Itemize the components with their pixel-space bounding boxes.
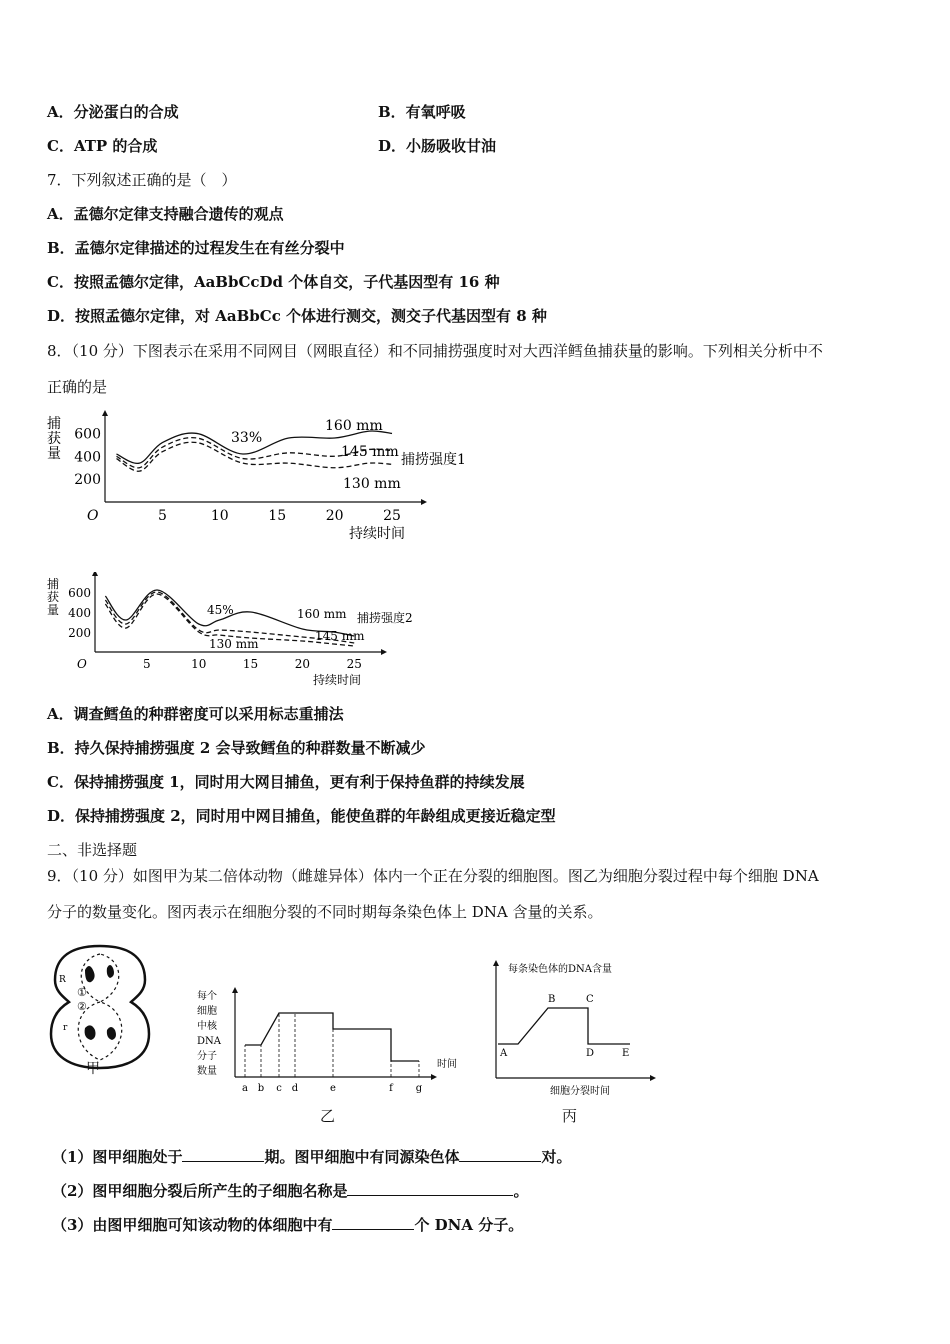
series-label: 145 mm [341, 444, 399, 460]
q8-option-d: D．保持捕捞强度 2，同时用中网目捕鱼，能使鱼群的年龄组成更接近稳定型 [47, 807, 556, 825]
point-label-E: E [622, 1048, 630, 1059]
figure-jia-cell [45, 940, 155, 1075]
y-tick-label: 600 [68, 586, 91, 600]
q9-sub3-text-b: 个 DNA 分子。 [414, 1216, 524, 1234]
figure-jia-label: 甲 [86, 1061, 100, 1077]
series-label: 145 mm [315, 629, 365, 643]
y-tick-label: 400 [74, 449, 101, 466]
q9-sub3 [52, 1214, 523, 1235]
y-axis-label: 获 [47, 590, 60, 604]
x-tick-label: g [415, 1083, 423, 1094]
y-axis-label: 获 [47, 431, 61, 447]
x-tick-label: 5 [157, 508, 167, 524]
figure-bing-label: 丙 [562, 1107, 578, 1125]
x-axis-arrow [381, 649, 387, 655]
origin-label: O [77, 657, 87, 671]
q8-stem-line2: 正确的是 [47, 378, 108, 396]
q7-option-b: B．孟德尔定律描述的过程发生在有丝分裂中 [47, 239, 345, 257]
y-axis-arrow [92, 572, 98, 576]
x-tick-label: 15 [242, 657, 259, 671]
q7-stem: 7．下列叙述正确的是（ ） [47, 171, 237, 189]
q9-sub1-text-b: 期。图甲细胞中有同源染色体 [264, 1148, 460, 1166]
x-tick-label: 15 [268, 508, 287, 524]
chart-intensity-1 [45, 410, 485, 550]
x-tick-label: 20 [294, 657, 311, 671]
y-tick-label: 400 [68, 606, 91, 620]
q8-option-a: A．调查鳕鱼的种群密度可以采用标志重捕法 [47, 705, 344, 723]
x-axis-label: 细胞分裂时间 [550, 1086, 610, 1097]
label-2: ② [77, 1000, 87, 1013]
chart-title: 捕捞强度2 [357, 611, 413, 625]
y-axis-label: DNA [197, 1036, 221, 1047]
y-axis-label: 量 [47, 446, 61, 462]
x-tick-label: 10 [191, 657, 207, 671]
q9-sub2-text-a: （2）图甲细胞分裂后所产生的子细胞名称是 [52, 1182, 348, 1200]
q9-sub1 [52, 1146, 571, 1167]
series-label: 160 mm [297, 607, 347, 621]
y-tick-label: 600 [74, 426, 101, 443]
answer-blank-4[interactable] [332, 1214, 414, 1230]
y-axis-label: 捕 [47, 577, 60, 591]
y-axis-label: 量 [47, 603, 60, 617]
chromosome-3 [85, 1025, 96, 1040]
label-1: ① [77, 986, 87, 999]
x-tick-label: 10 [210, 508, 229, 524]
y-axis-label: 每个 [197, 991, 217, 1002]
y-axis-arrow [232, 987, 238, 993]
q6-option-a: A．分泌蛋白的合成 [47, 103, 179, 121]
x-axis-arrow [431, 1074, 437, 1080]
x-axis-label: 持续时间 [313, 673, 362, 687]
y-axis-label: 每条染色体的DNA含量 [508, 964, 612, 975]
q9-stem-line2: 分子的数量变化。图丙表示在细胞分裂的不同时期每条染色体上 DNA 含量的关系。 [47, 903, 603, 921]
q8-stem-line1: 8．（10 分）下图表示在采用不同网目（网眼直径）和不同捕捞强度时对大西洋鳕鱼捕获量的影响。下列相关分析中不 [47, 342, 823, 360]
q6-option-c: C．ATP 的合成 [47, 137, 158, 155]
figure-yi-chart [195, 985, 465, 1100]
x-tick-label: f [389, 1083, 393, 1094]
x-tick-label: c [276, 1083, 282, 1094]
y-tick-label: 200 [68, 626, 91, 640]
x-tick-label: d [291, 1083, 299, 1094]
x-tick-label: 5 [143, 657, 151, 671]
label-r: r [63, 1023, 68, 1033]
series-label: 160 mm [325, 418, 383, 434]
x-tick-label: e [330, 1083, 336, 1094]
origin-label: O [87, 508, 99, 524]
y-axis-arrow [493, 960, 499, 966]
chart-intensity-2 [45, 572, 445, 692]
annotation-label: 33% [231, 430, 263, 446]
q8-option-b: B．持久保持捕捞强度 2 会导致鳕鱼的种群数量不断减少 [47, 739, 426, 757]
q6-option-b: B．有氧呼吸 [378, 103, 466, 121]
dna-per-chromosome-line [498, 1008, 630, 1044]
y-axis-label: 中核 [197, 1021, 217, 1032]
y-axis-arrow [102, 410, 108, 416]
q9-stem-line1: 9．（10 分）如图甲为某二倍体动物（雌雄异体）体内一个正在分裂的细胞图。图乙为细胞分裂过程中每个细胞 DNA [47, 867, 819, 885]
figure-yi-label: 乙 [320, 1107, 336, 1125]
x-axis-arrow [421, 499, 427, 505]
point-label-C: C [586, 994, 594, 1005]
label-R: R [59, 975, 66, 985]
point-label-A: A [500, 1048, 508, 1059]
q7-option-c: C．按照孟德尔定律，AaBbCcDd 个体自交，子代基因型有 16 种 [47, 273, 500, 291]
q9-sub3-text-a: （3）由图甲细胞可知该动物的体细胞中有 [52, 1216, 333, 1234]
x-tick-label: 25 [346, 657, 362, 671]
cell-membrane [51, 946, 149, 1068]
chromosome-2 [107, 965, 114, 978]
x-axis-label: 持续时间 [349, 526, 405, 542]
answer-blank-3[interactable] [347, 1180, 513, 1196]
series-label: 130 mm [209, 637, 259, 651]
y-axis-label: 数量 [197, 1066, 217, 1077]
x-axis-label: 时间 [437, 1059, 457, 1070]
x-tick-label: b [257, 1083, 265, 1094]
point-label-D: D [586, 1048, 595, 1059]
y-axis-label: 细胞 [197, 1006, 217, 1017]
y-axis-label: 捕 [47, 416, 61, 432]
chromosome-1 [85, 966, 95, 982]
dna-step-line [245, 1013, 419, 1061]
section-title: 二、非选择题 [47, 841, 138, 859]
y-axis-label: 分子 [197, 1051, 217, 1062]
q7-option-d: D．按照孟德尔定律，对 AaBbCc 个体进行测交，测交子代基因型有 8 种 [47, 307, 547, 325]
q9-sub1-text-c: 对。 [541, 1148, 572, 1166]
y-tick-label: 200 [74, 472, 101, 489]
q6-option-d: D．小肠吸收甘油 [378, 137, 497, 155]
x-tick-label: 25 [383, 508, 401, 524]
q8-option-c: C．保持捕捞强度 1，同时用大网目捕鱼，更有利于保持鱼群的持续发展 [47, 773, 525, 791]
q9-sub2-text-b: 。 [513, 1182, 529, 1200]
q9-sub2 [52, 1180, 528, 1201]
annotation-label: 45% [207, 603, 234, 617]
point-label-B: B [548, 994, 556, 1005]
chromosome-4 [107, 1027, 116, 1040]
answer-blank-1[interactable] [182, 1146, 264, 1162]
answer-blank-2[interactable] [459, 1146, 541, 1162]
series-label: 130 mm [343, 476, 401, 492]
figure-bing-chart [488, 958, 660, 1100]
x-tick-label: a [242, 1083, 248, 1094]
x-tick-label: 20 [325, 508, 344, 524]
chart-title: 捕捞强度1 [401, 452, 466, 468]
x-axis-arrow [650, 1075, 656, 1081]
q7-option-a: A．孟德尔定律支持融合遗传的观点 [47, 205, 284, 223]
q9-sub1-text-a: （1）图甲细胞处于 [52, 1148, 183, 1166]
